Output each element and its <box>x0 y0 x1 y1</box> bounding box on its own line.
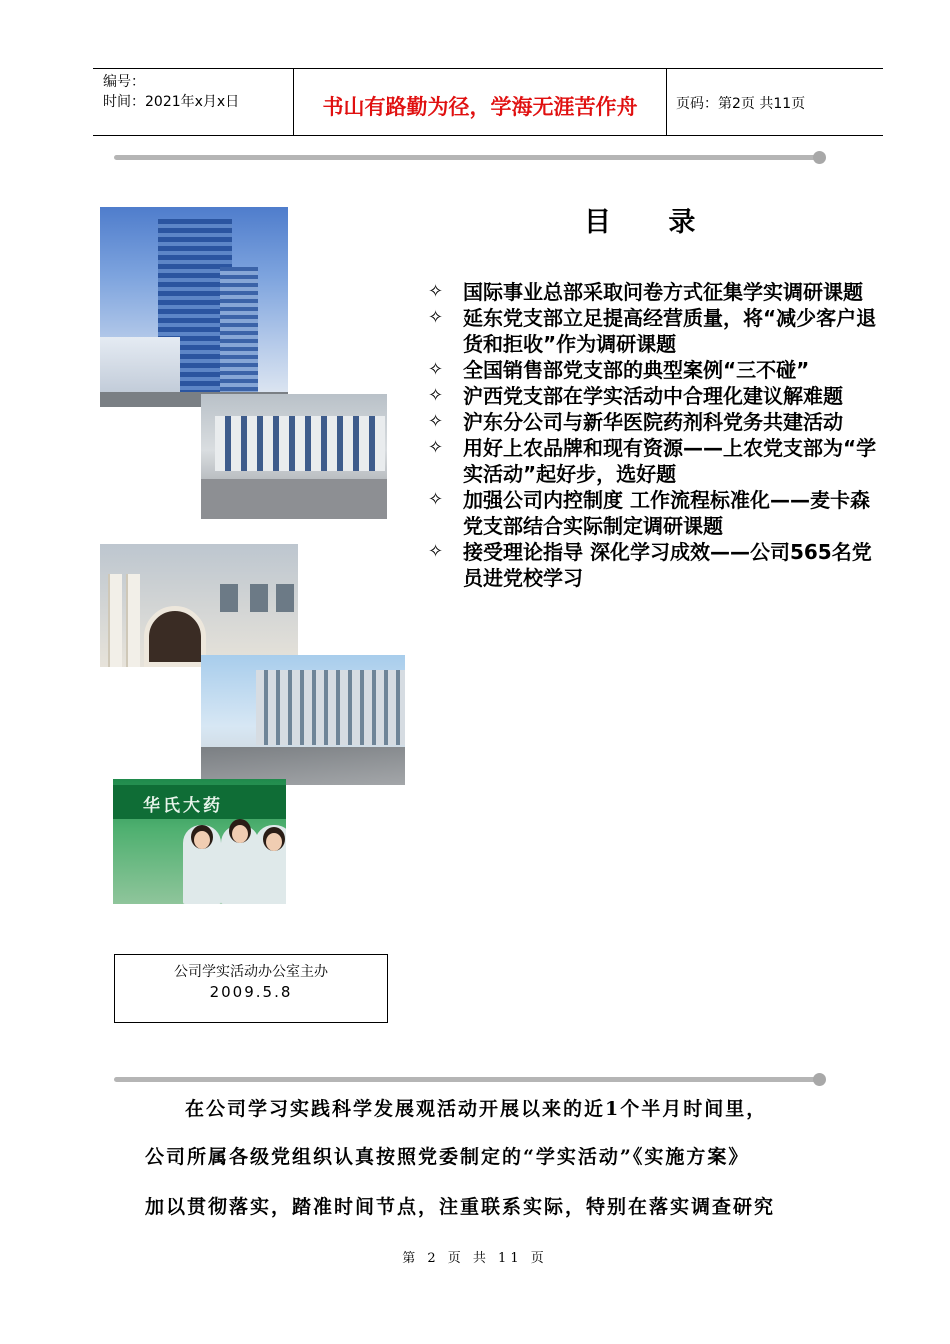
toc-item-text: 接受理论指导 深化学习成效——公司565名党员进党校学习 <box>463 540 872 590</box>
header-meta-cell <box>93 69 294 135</box>
header-page-cell <box>667 69 883 135</box>
toc-item-text: 沪东分公司与新华医院药剂科党务共建活动 <box>463 410 843 434</box>
office-tower-photo <box>100 207 288 407</box>
time-label: 时间：2021年x月x日 <box>103 94 240 110</box>
toc-item[interactable] <box>428 539 883 591</box>
pharmacy-sign <box>113 785 286 819</box>
toc-item[interactable] <box>428 357 883 383</box>
bottom-divider-dot <box>813 1073 826 1086</box>
window-shape <box>276 584 294 612</box>
window-shape <box>220 584 238 612</box>
bottom-divider <box>114 1077 820 1082</box>
toc-item[interactable] <box>428 435 883 487</box>
pharmacy-sign-text: 华氏大药 <box>143 796 223 816</box>
toc-item-text: 国际事业总部采取问卷方式征集学实调研课题 <box>463 280 863 304</box>
toc-list <box>428 279 883 591</box>
toc-item[interactable] <box>428 305 883 357</box>
sponsor-date: 2009.5.8 <box>209 983 293 1001</box>
diamond-star-icon: ✧ <box>428 281 444 302</box>
document-header <box>93 68 883 136</box>
diamond-star-icon: ✧ <box>428 411 444 432</box>
staff-face <box>266 833 282 851</box>
glass-facade <box>256 670 405 745</box>
diamond-star-icon: ✧ <box>428 385 444 406</box>
body-line-1: 在公司学习实践科学发展观活动开展以来的近1个半月时间里， <box>185 1098 768 1120</box>
diamond-star-icon: ✧ <box>428 359 444 380</box>
toc-item[interactable] <box>428 487 883 539</box>
toc-item-text: 加强公司内控制度 工作流程标准化——麦卡森党支部结合实际制定调研课题 <box>463 488 870 538</box>
toc-item[interactable] <box>428 279 883 305</box>
sponsor-line: 公司学实活动办公室主办 <box>174 964 328 980</box>
column-shape <box>108 574 122 667</box>
classical-building-photo <box>100 544 298 667</box>
page-info: 页码：第2页 共11页 <box>676 96 806 112</box>
factory-building-photo <box>201 394 387 519</box>
body-line-2: 公司所属各级党组织认真按照党委制定的“学实活动”《实施方案》 <box>145 1146 750 1168</box>
pharmacy-staff-photo <box>113 779 286 904</box>
toc-item-text: 沪西党支部在学实活动中合理化建议解难题 <box>463 384 843 408</box>
toc-item-text: 全国销售部党支部的典型案例“三不碰” <box>463 358 810 382</box>
header-motto-cell <box>294 69 667 135</box>
arch-doorway <box>144 606 206 667</box>
toc-item-text: 用好上农品牌和现有资源——上农党支部为“学实活动”起好步，选好题 <box>463 436 877 486</box>
page-footer: 第 2 页 共 11 页 <box>402 1251 548 1266</box>
top-divider-dot <box>813 151 826 164</box>
diamond-star-icon: ✧ <box>428 437 444 458</box>
staff-face <box>232 825 248 843</box>
staff-face <box>194 831 210 849</box>
body-line-3: 加以贯彻落实，踏准时间节点，注重联系实际，特别在落实调查研究 <box>145 1196 776 1218</box>
diamond-star-icon: ✧ <box>428 541 444 562</box>
toc-item-text: 延东党支部立足提高经营质量，将“减少客户退货和拒收”作为调研课题 <box>463 306 877 356</box>
factory-yard <box>201 479 387 519</box>
tower-side-shape <box>220 267 258 399</box>
diamond-star-icon: ✧ <box>428 489 444 510</box>
toc-title: 目 录 <box>584 207 720 238</box>
factory-facade <box>215 416 385 471</box>
toc-item[interactable] <box>428 409 883 435</box>
modern-building-photo <box>201 655 405 785</box>
sponsor-box <box>114 954 388 1023</box>
column-shape <box>126 574 140 667</box>
motto-text: 书山有路勤为径，学海无涯苦作舟 <box>322 94 638 119</box>
window-shape <box>250 584 268 612</box>
top-divider <box>114 155 820 160</box>
toc-item[interactable] <box>428 383 883 409</box>
serial-number-label: 编号： <box>103 74 145 90</box>
diamond-star-icon: ✧ <box>428 307 444 328</box>
